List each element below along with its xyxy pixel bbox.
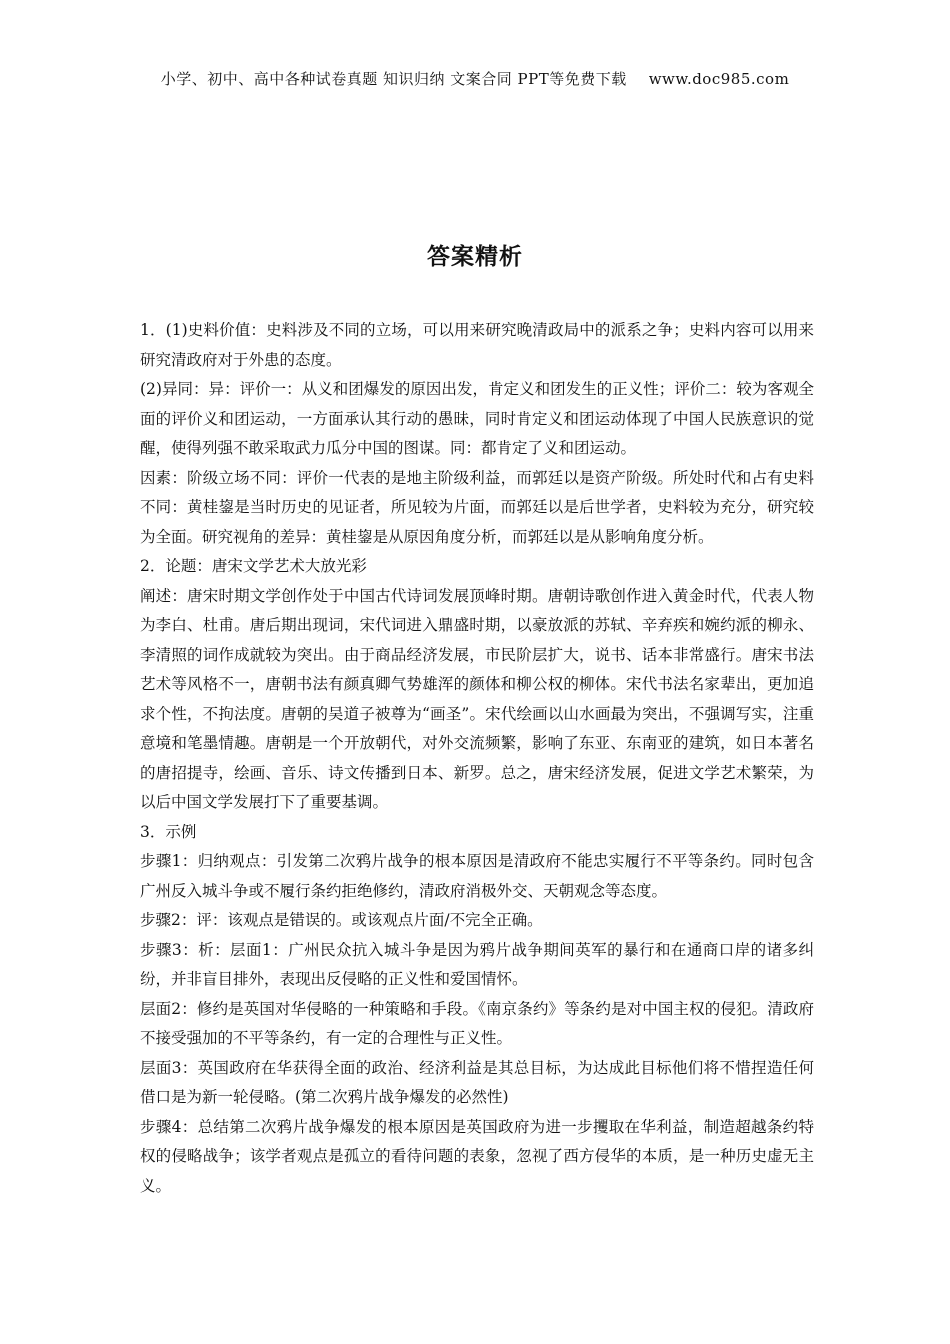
paragraph: 步骤3：析：层面1：广州民众抗入城斗争是因为鸦片战争期间英军的暴行和在通商口岸的诸多纠纷，并非盲目排外，表现出反侵略的正义性和爱国情怀。 [140,940,814,988]
paragraph: 阐述：唐宋时期文学创作处于中国古代诗词发展顶峰时期。唐朝诗歌创作进入黄金时代，代表人物为李白、杜甫。唐后期出现词，宋代词进入鼎盛时期，以豪放派的苏轼、辛弃疾和婉约派的柳永、李清照的词作成就较为突出。由于商品经济发展，市民阶层扩大，说书、话本非常盛行。唐宋书法艺术等风格不一，唐朝书法有颜真卿气势雄浑的颜体和柳公权的柳体。宋代书法名家辈出，更加追求个性，不拘法度。唐朝的吴道子被尊为“画圣”。宋代绘画以山水画最为突出，不强调写实，注重意境和笔墨情趣。唐朝是一个开放朝代，对外交流频繁，影响了东亚、东南亚的建筑，如日本著名的唐招提寺，绘画、音乐、诗文传播到日本、新罗。总之，唐宋经济发展，促进文学艺术繁荣，为以后中国文学发展打下了重要基调。 [140,586,814,811]
paragraph: 层面3：英国政府在华获得全面的政治、经济利益是其总目标，为达成此目标他们将不惜捏造任何借口是为新一轮侵略。(第二次鸦片战争爆发的必然性) [140,1058,814,1106]
paragraph: 步骤1：归纳观点：引发第二次鸦片战争的根本原因是清政府不能忠实履行不平等条约。同时包含广州反入城斗争或不履行条约拒绝修约，清政府消极外交、天朝观念等态度。 [140,852,814,900]
paragraph: 1．(1)史料价值：史料涉及不同的立场，可以用来研究晚清政局中的派系之争；史料内容可以用来研究清政府对于外患的态度。 [140,321,814,369]
paragraph: 层面2：修约是英国对华侵略的一种策略和手段。《南京条约》等条约是对中国主权的侵犯。清政府不接受强加的不平等条约，有一定的合理性与正义性。 [140,999,814,1047]
paragraph: 步骤4：总结第二次鸦片战争爆发的根本原因是英国政府为进一步攫取在华利益，制造超越条约特权的侵略战争；该学者观点是孤立的看待问题的表象，忽视了西方侵华的本质，是一种历史虚无主义。 [140,1117,814,1195]
paragraph: 步骤2：评：该观点是错误的。或该观点片面/不完全正确。 [140,911,543,929]
answer-content [140,316,814,1201]
paragraph: (2)异同：异：评价一：从义和团爆发的原因出发，肯定义和团发生的正义性；评价二：较为客观全面的评价义和团运动，一方面承认其行动的愚昧，同时肯定义和团运动体现了中国人民族意识的觉醒，使得列强不敢采取武力瓜分中国的图谋。同：都肯定了义和团运动。 [140,380,814,457]
paragraph: 因素：阶级立场不同：评价一代表的是地主阶级利益，而郭廷以是资产阶级。所处时代和占有史料不同：黄桂鋆是当时历史的见证者，所见较为片面，而郭廷以是后世学者，史料较为充分，研究较为全面。研究视角的差异：黄桂鋆是从原因角度分析，而郭廷以是从影响角度分析。 [140,468,814,546]
header-site-link[interactable]: www.doc985.com [648,70,790,88]
paragraph: 3．示例 [140,822,197,841]
page-title: 答案精析 [427,244,523,270]
header-text: 小学、初中、高中各种试卷真题 知识归纳 文案合同 PPT等免费下载 [160,70,627,88]
page-header [0,68,950,89]
paragraph: 2．论题：唐宋文学艺术大放光彩 [140,557,367,575]
